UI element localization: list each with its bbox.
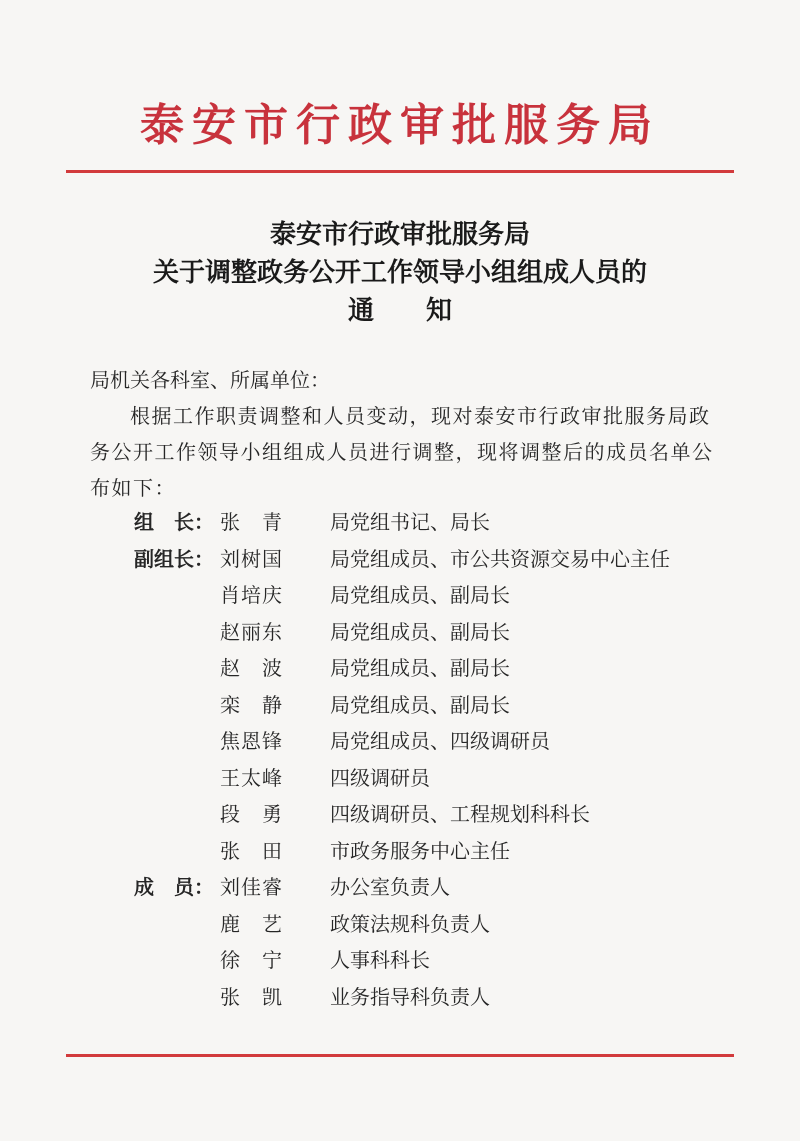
member-name: 刘佳睿	[220, 875, 283, 899]
member-name: 王太峰	[220, 765, 283, 790]
member-row	[0, 541, 800, 577]
member-name: 赵 波	[220, 656, 283, 680]
org-header-title: 泰安市行政审批服务局	[140, 100, 660, 151]
member-name: 张 田	[220, 838, 283, 863]
member-role: 组 长：	[134, 510, 214, 534]
member-row	[0, 833, 800, 869]
member-row	[0, 979, 800, 1015]
notice-title-line-3: 通知	[347, 296, 504, 326]
member-row	[0, 687, 800, 723]
member-row	[0, 504, 800, 540]
member-position: 办公室负责人	[330, 875, 450, 899]
member-name: 段 勇	[220, 802, 283, 826]
footer-red-rule	[66, 1054, 734, 1057]
notice-title-line-1: 泰安市行政审批服务局	[269, 220, 530, 250]
member-position: 局党组成员、副局长	[330, 619, 510, 644]
salutation: 局机关各科室、所属单位：	[90, 368, 330, 392]
member-position: 四级调研员	[330, 765, 430, 790]
member-role: 副组长：	[134, 546, 214, 571]
member-position: 局党组成员、市公共资源交易中心主任	[330, 546, 670, 571]
member-row	[0, 760, 800, 796]
member-position: 局党组成员、副局长	[330, 692, 510, 717]
member-row	[0, 942, 800, 978]
notice-title-line-2: 关于调整政务公开工作领导小组组成人员的	[152, 258, 647, 288]
member-row	[0, 650, 800, 686]
member-name: 张 青	[220, 510, 283, 534]
header-red-rule	[66, 170, 734, 173]
member-row	[0, 796, 800, 832]
notice-title	[60, 216, 740, 330]
member-position: 局党组成员、副局长	[330, 656, 510, 680]
member-role: 成 员：	[134, 875, 214, 899]
member-name: 焦恩锋	[220, 729, 283, 753]
member-position: 局党组成员、四级调研员	[330, 729, 550, 753]
member-row	[0, 906, 800, 942]
member-name: 鹿 艺	[220, 911, 283, 936]
member-name: 张 凯	[220, 984, 283, 1009]
member-position: 市政务服务中心主任	[330, 838, 510, 863]
member-row	[0, 869, 800, 905]
member-position: 人事科科长	[330, 948, 430, 972]
member-name: 肖培庆	[220, 583, 283, 607]
member-name: 徐 宁	[220, 948, 283, 972]
member-position: 局党组书记、局长	[330, 510, 490, 534]
member-name: 刘树国	[220, 546, 283, 571]
member-position: 业务指导科负责人	[330, 984, 490, 1009]
member-name: 栾 静	[220, 692, 283, 717]
member-row	[0, 577, 800, 613]
member-position: 局党组成员、副局长	[330, 583, 510, 607]
member-position: 政策法规科负责人	[330, 911, 490, 936]
member-row	[0, 614, 800, 650]
member-name: 赵丽东	[220, 619, 283, 644]
body-paragraph: 根据工作职责调整和人员变动，现对泰安市行政审批服务局政务公开工作领导小组组成人员进行调整，现将调整后的成员名单公布如下：	[90, 404, 714, 500]
member-position: 四级调研员、工程规划科科长	[330, 802, 590, 826]
member-row	[0, 723, 800, 759]
